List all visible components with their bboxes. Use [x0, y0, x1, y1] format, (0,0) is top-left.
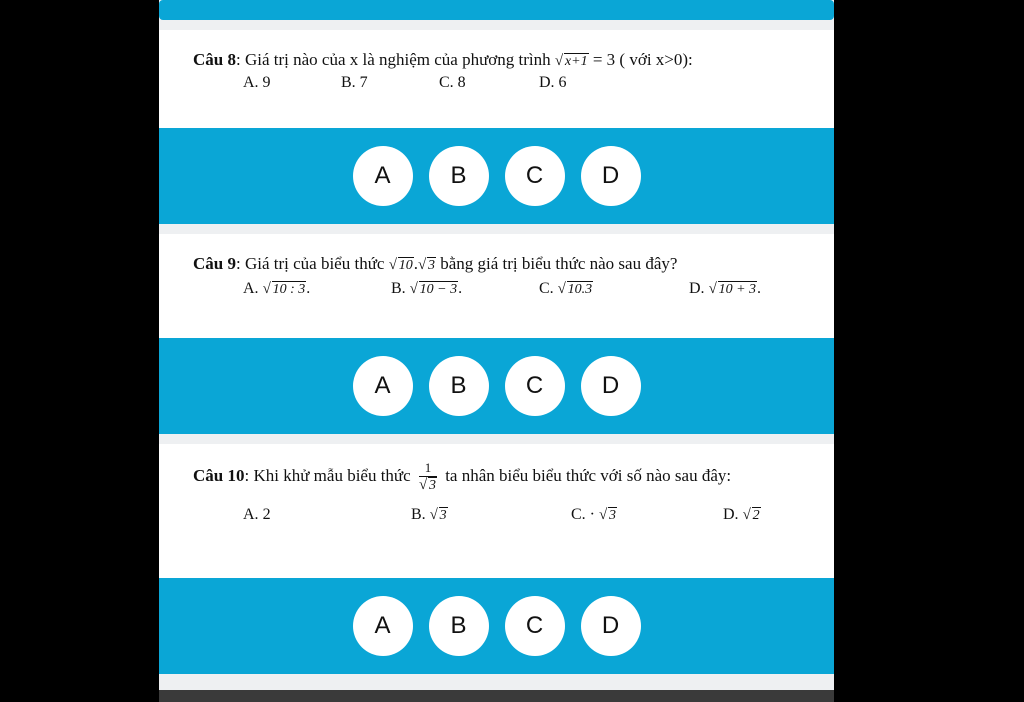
answer-button-d[interactable]: D	[581, 146, 641, 206]
option-d: D. 6	[539, 74, 567, 91]
option-d: D. √ 10 + 3.	[689, 280, 762, 297]
answer-button-a[interactable]: A	[353, 146, 413, 206]
answer-button-a[interactable]: A	[353, 596, 413, 656]
option-c: C. √ 10.3	[539, 280, 593, 297]
question-card-9	[159, 234, 834, 338]
answer-button-b[interactable]: B	[429, 596, 489, 656]
option-b: B. 7	[341, 74, 368, 91]
question-label: Câu 10	[193, 465, 245, 485]
answer-button-c[interactable]: C	[505, 356, 565, 416]
question-text: Câu 9: Giá trị của biểu thức √ 10. √ 3 bằng giá trị biểu thức nào sau đây?	[193, 254, 678, 273]
answer-panel-9	[159, 338, 834, 434]
answer-panel-top	[159, 0, 834, 20]
answer-button-b[interactable]: B	[429, 356, 489, 416]
answer-button-c[interactable]: C	[505, 596, 565, 656]
option-a: A. 9	[243, 74, 271, 91]
option-a: A. √ 10 : 3.	[243, 280, 311, 297]
answer-button-b[interactable]: B	[429, 146, 489, 206]
option-b: B. √ 3	[411, 506, 447, 523]
answer-button-d[interactable]: D	[581, 596, 641, 656]
sqrt-expression: √ x+1	[554, 53, 588, 69]
answer-panel-8	[159, 128, 834, 224]
quiz-column	[159, 0, 834, 702]
question-text: Câu 8: Giá trị nào của x là nghiệm của phương trình √ x+1 = 3 ( với x>0):	[193, 50, 693, 69]
question-card-10	[159, 444, 834, 578]
question-text: Câu 10: Khi khử mẫu biểu thức 1 √ 3 ta nhân biểu biểu thức với số nào sau đây:	[193, 460, 732, 493]
question-label: Câu 8	[193, 50, 236, 69]
fraction: 1 √ 3	[418, 460, 436, 493]
question-label: Câu 9	[193, 254, 236, 273]
option-c: C. · √ 3	[571, 506, 616, 523]
answer-button-d[interactable]: D	[581, 356, 641, 416]
bottom-bar	[159, 690, 834, 702]
option-b: B. √ 10 − 3.	[391, 280, 463, 297]
option-c: C. 8	[439, 74, 466, 91]
option-a: A. 2	[243, 506, 271, 523]
answer-button-a[interactable]: A	[353, 356, 413, 416]
option-d: D. √ 2	[723, 506, 760, 523]
answer-panel-10	[159, 578, 834, 674]
question-card-8	[159, 30, 834, 128]
answer-button-c[interactable]: C	[505, 146, 565, 206]
